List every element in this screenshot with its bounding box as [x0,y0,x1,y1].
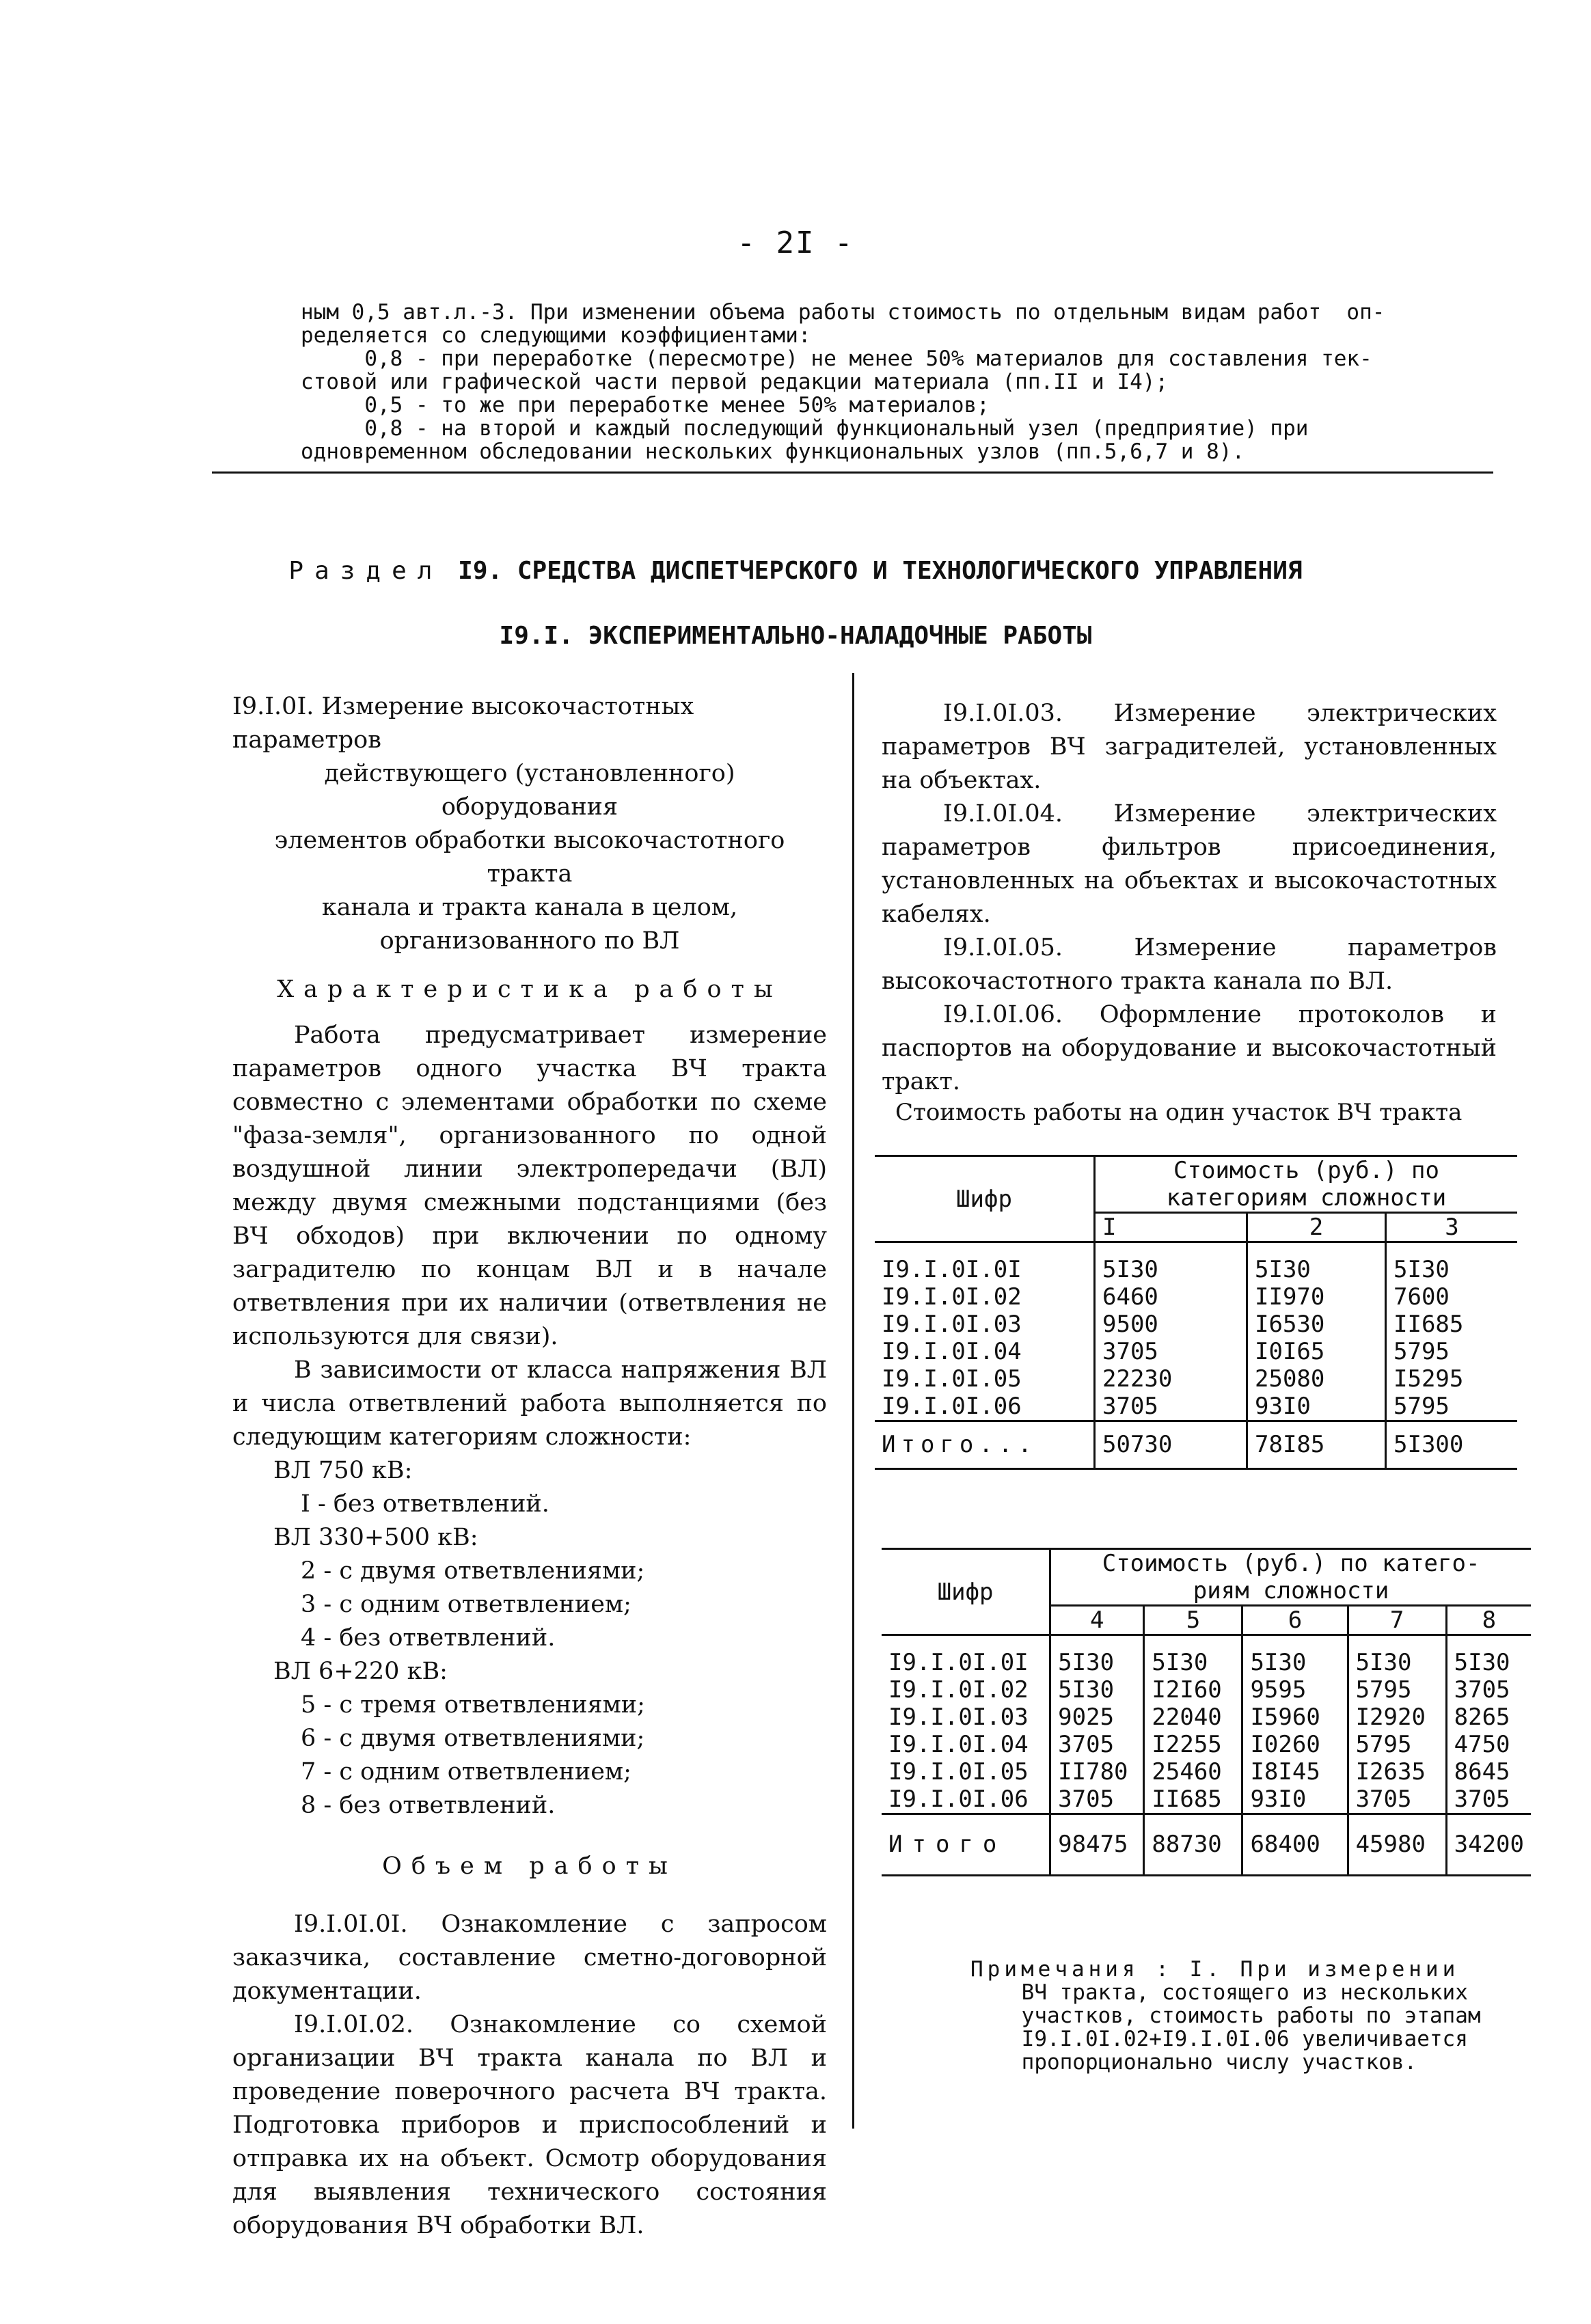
column-header-cost [1095,1156,1518,1213]
category-header: 5 [1144,1606,1242,1635]
cell-value: 3705 [1050,1731,1144,1758]
table-row [882,1704,1531,1731]
work-step: I9.I.0I.0I. Ознакомление с запросом заказчика, составление сметно-договорной документации. [232,1911,827,2005]
table-row [882,1676,1531,1704]
work-title-line: канала и тракта канала в целом, [321,894,738,921]
header-line: риям сложности [1193,1577,1389,1604]
cell-value: 5I30 [1242,1649,1348,1676]
category-item: 5 - с тремя ответвлениями; [301,1691,645,1719]
cell-value: I5295 [1386,1365,1518,1393]
cell-value: 3705 [1348,1786,1446,1814]
intro-line: стовой или графической части первой редакции материала (пп.II и I4); [301,370,1169,394]
note-line: пропорционально числу участков. [970,2050,1417,2075]
section-title: СРЕДСТВА ДИСПЕТЧЕРСКОГО И ТЕХНОЛОГИЧЕСКОГО УПРАВЛЕНИЯ [517,557,1303,585]
work-step: I9.I.0I.06. Оформление протоколов и паспортов на оборудование и высокочастотный тракт. [882,1001,1497,1095]
cell-value: 8645 [1446,1758,1531,1786]
row-code: I9.I.0I.04 [888,1730,1029,1758]
total-label: Итого [888,1831,1007,1858]
total-value: 50730 [1095,1421,1247,1468]
category-item: I - без ответвлений. [301,1490,549,1518]
category-header: 4 [1050,1606,1144,1635]
note-line: ВЧ тракта, состоящего из нескольких [970,1980,1468,2005]
cell-value: 5I30 [1446,1649,1531,1676]
row-code: I9.I.0I.02 [882,1283,1022,1311]
header-line: Стоимость (руб.) по катего- [1102,1550,1480,1577]
cost-table-2 [882,1548,1531,1876]
cell-value: 3705 [1446,1676,1531,1704]
total-value: 45980 [1348,1814,1446,1875]
cell-value: 4750 [1446,1731,1531,1758]
work-title-line: организованного по ВЛ [379,927,680,955]
total-row [882,1814,1531,1875]
category-header: I [1095,1213,1247,1242]
row-code: I9.I.0I.05 [888,1758,1029,1786]
row-code: I9.I.0I.06 [888,1785,1029,1813]
cell-value: II970 [1247,1283,1386,1311]
intro-line: 0,8 - на второй и каждый последующий функциональный узел (предприятие) при [301,416,1309,441]
work-title-line: элементов обработки высокочастотного тракта [274,827,785,888]
category-header: 7 [1348,1606,1446,1635]
total-row [875,1421,1517,1468]
work-step: I9.I.0I.04. Измерение электрических параметров фильтров присоединения, установленных на объектах и высокочастотных кабелях. [882,800,1497,928]
cell-value: 5795 [1348,1731,1446,1758]
row-code: I9.I.0I.0I [888,1648,1029,1676]
cell-value: 25460 [1144,1758,1242,1786]
cell-value: I5960 [1242,1704,1348,1731]
category-header: 2 [1247,1213,1386,1242]
cell-value: 5I30 [1050,1676,1144,1704]
cell-value: I6530 [1247,1311,1386,1338]
column-header-code: Шифр [956,1185,1012,1213]
cell-value: 7600 [1386,1283,1518,1311]
cell-value: 9500 [1095,1311,1247,1338]
category-item: 7 - с одним ответвлением; [301,1758,631,1786]
voltage-class: ВЛ 750 кВ: [273,1457,413,1484]
total-value: 34200 [1446,1814,1531,1875]
note-line: I9.I.0I.02+I9.I.0I.06 увеличивается [970,2027,1468,2051]
intro-line: ределяется со следующими коэффициентами: [301,323,811,348]
cell-value: 3705 [1095,1338,1247,1365]
voltage-class: ВЛ 330+500 кВ: [273,1524,478,1551]
section-heading [0,557,1591,585]
cell-value: 25080 [1247,1365,1386,1393]
table-row [875,1365,1517,1393]
divider [212,471,1493,474]
cell-value: I2255 [1144,1731,1242,1758]
total-label: Итого... [882,1431,1037,1458]
subsection-heading: I9.I. ЭКСПЕРИМЕНТАЛЬНО-НАЛАДОЧНЫЕ РАБОТЫ [499,622,1092,650]
cell-value: 5795 [1348,1676,1446,1704]
table-row [882,1758,1531,1786]
cell-value: 5I30 [1050,1649,1144,1676]
category-item: 8 - без ответвлений. [301,1792,556,1819]
cell-value: 93I0 [1247,1393,1386,1421]
cell-value: 3705 [1050,1786,1144,1814]
category-item: 2 - с двумя ответвлениями; [301,1557,645,1585]
characteristics-title: Характеристика работы [277,976,783,1003]
cell-value: 22230 [1095,1365,1247,1393]
footnote [970,1958,1517,2074]
table-row [875,1338,1517,1365]
work-step: I9.I.0I.05. Измерение параметров высокочастотного тракта канала по ВЛ. [882,934,1497,995]
work-step: I9.I.0I.02. Ознакомление со схемой организации ВЧ тракта канала по ВЛ и проведение поверочного расчета ВЧ тракта. Подготовка приборов и приспособлений и отправка их на объект. Осмотр оборудования для выявления технического состояния оборудования ВЧ обработки ВЛ. [232,2011,827,2239]
category-header: 6 [1242,1606,1348,1635]
work-title-line: действующего (установленного) оборудования [324,760,735,821]
intro-line: 0,8 - при переработке (пересмотре) не менее 50% материалов для составления тек- [301,346,1372,371]
cell-value: I0260 [1242,1731,1348,1758]
table-row [882,1731,1531,1758]
category-item: 3 - с одним ответвлением; [301,1591,631,1618]
column-divider [852,673,854,2129]
cell-value: 3705 [1446,1786,1531,1814]
cell-value: 9025 [1050,1704,1144,1731]
intro-line: ным 0,5 авт.л.-3. При изменении объема работы стоимость по отдельным видам работ оп- [301,300,1385,325]
cell-value: 5795 [1386,1393,1518,1421]
row-code: I9.I.0I.05 [882,1365,1022,1393]
cost-caption: Стоимость работы на один участок ВЧ тракта [895,1099,1463,1126]
table-row [875,1393,1517,1421]
row-code: I9.I.0I.04 [882,1337,1022,1365]
page-number: - 2I - [737,225,854,260]
work-title-line: I9.I.0I. Измерение высокочастотных параметров [232,693,694,754]
table-row [875,1311,1517,1338]
row-code: I9.I.0I.06 [882,1392,1022,1420]
cell-value: 5I30 [1095,1256,1247,1283]
column-header-code: Шифр [937,1578,994,1606]
total-value: 5I300 [1386,1421,1518,1468]
cell-value: II780 [1050,1758,1144,1786]
intro-line: одновременном обследовании нескольких функциональных узлов (пп.5,6,7 и 8). [301,439,1245,464]
note-line: участков, стоимость работы по этапам [970,2004,1481,2028]
cell-value: I8I45 [1242,1758,1348,1786]
row-code: I9.I.0I.03 [888,1703,1029,1731]
row-code: I9.I.0I.03 [882,1310,1022,1338]
cell-value: 3705 [1095,1393,1247,1421]
table-row [875,1283,1517,1311]
cell-value: I0I65 [1247,1338,1386,1365]
category-item: 4 - без ответвлений. [301,1624,556,1652]
total-value: 68400 [1242,1814,1348,1875]
cell-value: 5I30 [1247,1256,1386,1283]
section-number: I9. [458,557,503,585]
cell-value: 8265 [1446,1704,1531,1731]
total-value: 98475 [1050,1814,1144,1875]
cell-value: I2635 [1348,1758,1446,1786]
work-step: I9.I.0I.03. Измерение электрических параметров ВЧ заградителей, установленных на объектах. [882,700,1497,794]
cell-value: 6460 [1095,1283,1247,1311]
intro-line: 0,5 - то же при переработке менее 50% материалов; [301,393,990,418]
cell-value: II685 [1144,1786,1242,1814]
table-row [882,1649,1531,1676]
dependency-text: В зависимости от класса напряжения ВЛ и числа ответвлений работа выполняется по следующим категориям сложности: [232,1356,827,1451]
header-line: Стоимость (руб.) по [1173,1157,1439,1184]
intro-paragraph [301,301,1463,463]
section-prefix: Раздел [288,557,444,585]
cell-value: 9595 [1242,1676,1348,1704]
category-item: 6 - с двумя ответвлениями; [301,1725,645,1752]
header-line: категориям сложности [1166,1184,1447,1212]
cell-value: II685 [1386,1311,1518,1338]
right-column [882,697,1497,1099]
table-row [875,1256,1517,1283]
cost-table-1 [875,1155,1517,1470]
cell-value: 5I30 [1144,1649,1242,1676]
cell-value: 5I30 [1348,1649,1446,1676]
column-header-cost [1050,1549,1531,1606]
cell-value: I2I60 [1144,1676,1242,1704]
cell-value: 5I30 [1386,1256,1518,1283]
table-row [882,1786,1531,1814]
category-header: 8 [1446,1606,1531,1635]
note-line: Примечания : I. При измерении [970,1957,1460,1982]
cell-value: 93I0 [1242,1786,1348,1814]
total-value: 78I85 [1247,1421,1386,1468]
volume-title: Объем работы [382,1853,677,1880]
characteristics-text: Работа предусматривает измерение параметров одного участка ВЧ тракта совместно с элементами обработки по схеме "фаза-земля", организованного по одной воздушной линии электропередачи (ВЛ) между двумя смежными подстанциями (без ВЧ обходов) при включении по одному заградителю по концам ВЛ и в начале ответвления при их наличии (ответвления не используются для связи). [232,1022,827,1350]
cell-value: 22040 [1144,1704,1242,1731]
category-header: 3 [1386,1213,1518,1242]
voltage-class: ВЛ 6+220 кВ: [273,1658,448,1685]
cell-value: 5795 [1386,1338,1518,1365]
row-code: I9.I.0I.02 [888,1676,1029,1704]
total-value: 88730 [1144,1814,1242,1875]
left-column [232,690,827,2243]
row-code: I9.I.0I.0I [882,1255,1022,1283]
cell-value: I2920 [1348,1704,1446,1731]
